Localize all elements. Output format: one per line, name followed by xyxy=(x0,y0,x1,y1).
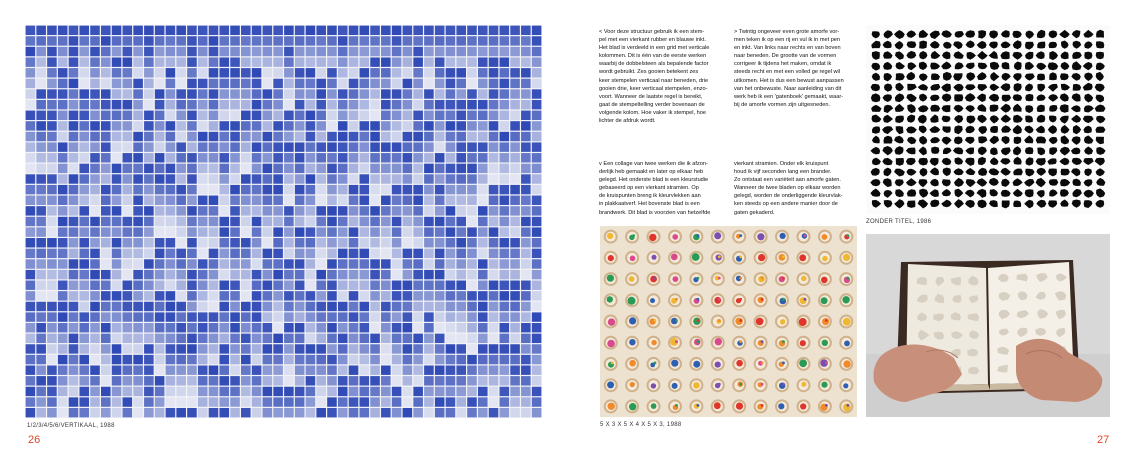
color-dot-drawing xyxy=(600,226,857,417)
amorphous-blob-artwork xyxy=(866,25,1110,214)
text-column-mid-right: vierkant stramien. Onder elk kruispunt houd ik vijf seconden lang een brander. Zo ontstaat een variëteit aan amorfe gaten. Wanneer de twee bladen op elkaar worden gelegd, worden de onderliggende kleurvlak- ken steeds op een andere manier door de gaten gekaderd. xyxy=(734,161,843,216)
stamp-grid-artwork xyxy=(25,25,542,418)
right-page xyxy=(570,0,1140,455)
page-number-right: 27 xyxy=(1097,434,1110,446)
page-number-left: 26 xyxy=(28,434,41,446)
stamp-grid-drawing xyxy=(25,25,542,418)
hole-book-drawing xyxy=(866,234,1110,417)
text-column-top-right: > Twintig ongeveer even grote amorfe vor- men teken ik op een rij en vul ik in met pen en inkt. Van links naar rechts en van boven naar beneden. De grootte van de vormen corrigeer ik tijdens het maken, omdat ik steeds recht en met een volled ge regel wil uitkomen. Het is dus een bewust aanpassen van het onbewuste. Naar aanleiding van dit werk heb ik een 'gatenboek' gemaakt, waar- bij de amorfe vormen zijn uitgesneden. xyxy=(734,29,844,108)
text-column-top-left: < Voor deze structuur gebruik ik een stem- pel met een vierkant rubber en blauwe inkt. Het blad is verdeeld in een grid met verticale kolommen. Dit is één van de eerste werken waarbij de dobbelsteen als bepalende factor wordt gebruikt. Zes gooien betekent zes keer stempelen verticaal naar beneden, drie gooien drie, keer verticaal stempelen, enzo- voort. Wanneer de laatste regel is bereikt, gaat de stempeltelling verder bovenaan de volgende kolom. Hoe vaker ik stempel, hoe lichter de afdruk wordt. xyxy=(599,29,710,125)
color-dot-collage-artwork xyxy=(600,226,857,417)
text-column-mid-left: v Een collage van twee werken die ik afzon- derlijk heb gemaakt en later op elkaar heb gelegd. Het onderste blad is een kleurstudie gebaseerd op een vierkant stramien. Op de kruispunten breng ik kleurvlekken aan in plakkaatverf. Het bovenste blad is een brandwerk. Dit blad is voorzien van hetzelfde xyxy=(599,161,711,216)
blob-grid-drawing xyxy=(866,25,1110,214)
hole-book-photo xyxy=(866,234,1110,417)
artwork-caption-blobs: ZONDER TITEL, 1986 xyxy=(866,219,932,225)
artwork-caption-left: 1/2/3/4/5/6/VERTIKAAL, 1988 xyxy=(27,423,115,429)
artwork-caption-collage: 5 X 3 X 5 X 4 X 5 X 3, 1988 xyxy=(600,422,682,428)
